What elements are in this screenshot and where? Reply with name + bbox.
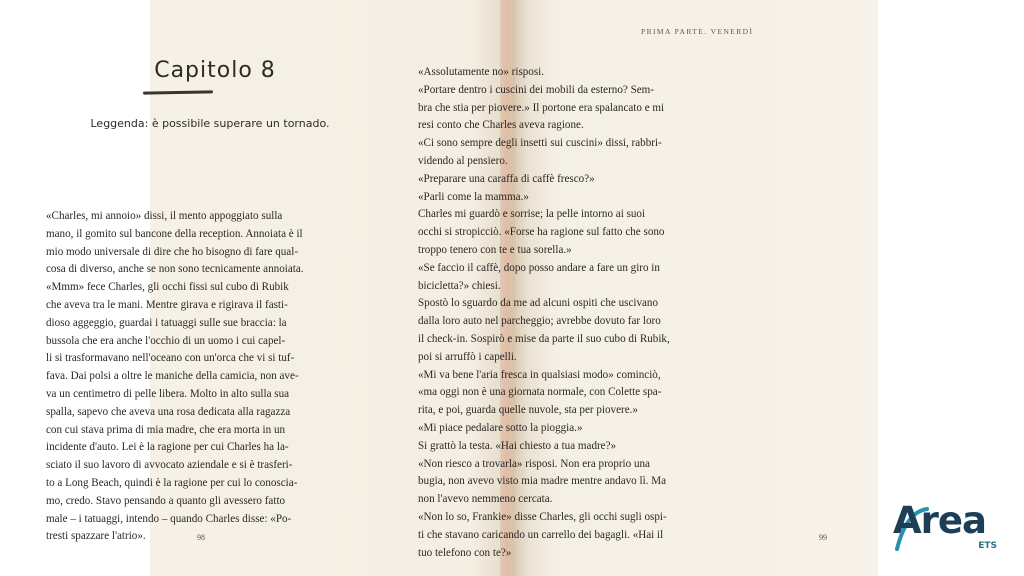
logo-subtext: ETS (978, 541, 997, 551)
left-page-number: 98 (197, 533, 205, 542)
area-ets-logo (893, 499, 1005, 555)
text-line: «Mmm» fece Charles, gli occhi fissi sul cubo di Rubik (46, 281, 289, 294)
text-line: spalla, sapevo che aveva una rosa dedicata alla ragazza (46, 405, 291, 418)
running-header: PRIMA PARTE. VENERDÌ (641, 27, 754, 36)
left-page-text (46, 208, 346, 546)
text-line: «Charles, mi annoio» dissi, il mento appoggiato sulla (46, 210, 283, 222)
text-line: con cui stava prima di mia madre, che era morta in un (46, 423, 286, 436)
text-line: mo, credo. Stavo pensando a quanto gli avessero fatto (46, 494, 286, 507)
right-page-text (418, 64, 718, 562)
text-line: «Parli come la mamma.» (418, 190, 529, 203)
text-line: resi conto che Charles aveva ragione. (418, 119, 584, 132)
text-line: male – i tatuaggi, intendo – quando Charles disse: «Po- (46, 512, 292, 525)
logo-text: Area (893, 499, 986, 542)
text-line: il check-in. Sospirò e mise da parte il suo cubo di Rubik, (418, 332, 670, 345)
text-line: Charles mi guardò e sorrise; la pelle intorno ai suoi (418, 208, 646, 221)
right-page-number: 99 (819, 533, 827, 542)
text-line: li si trasformavano nell'oceano con un'orca che vi si tuf- (46, 352, 295, 365)
text-line: va un centimetro di pelle libera. Molto in alto sulla sua (46, 387, 290, 400)
text-line: tresti spazzare l'atrio». (46, 530, 146, 543)
text-line: «Ci sono sempre degli insetti sui cuscini» dissi, rabbri- (418, 137, 662, 150)
text-line: occhi si stropicciò. «Forse ha ragione sul fatto che sono (418, 226, 665, 239)
text-line: mio modo universale di dire che ho bisogno di fare qual- (46, 245, 299, 258)
text-line: fava. Dai polsi a oltre le maniche della camicia, non ave- (46, 370, 299, 383)
text-line: incidente d'auto. Lei è la ragione per cui Charles ha la- (46, 441, 289, 454)
text-line: che aveva tra le mani. Mentre girava e rigirava il fasti- (46, 298, 288, 311)
text-line: non l'avevo nemmeno cercata. (418, 493, 553, 506)
text-line: «Mi va bene l'aria fresca in qualsiasi modo» cominciò, (418, 368, 661, 381)
text-line: to a Long Beach, quindi è la ragione per cui lo conoscia- (46, 476, 298, 489)
chapter-epigraph: Leggenda: è possibile superare un tornado. (90, 117, 330, 130)
text-line: ti che stavano caricando un carrello dei bagagli. «Hai il (418, 528, 664, 541)
text-line: «Se faccio il caffè, dopo posso andare a fare un giro in (418, 261, 660, 274)
chapter-title: Capitolo 8 (154, 58, 276, 83)
text-line: Si grattò la testa. «Hai chiesto a tua madre?» (418, 439, 617, 452)
text-line: tuo telefono con te?» (418, 546, 512, 559)
text-line: bra che stia per piovere.» Il portone era spalancato e mi (418, 101, 665, 114)
text-line: poi si arruffò i capelli. (418, 350, 517, 363)
text-line: mano, il gomito sul bancone della reception. Annoiata è il (46, 227, 303, 240)
text-line: «ma oggi non è una giornata normale, con Colette spa- (418, 386, 662, 399)
text-line: «Non riesco a trovarla» risposi. Non era proprio una (418, 457, 650, 470)
text-line: bugia, non avevo visto mia madre mentre andavo lì. Ma (418, 475, 667, 488)
text-line: dalla loro auto nel parcheggio; avrebbe dovuto far loro (418, 315, 661, 328)
text-line: sciato il suo lavoro di avvocato aziendale e si è trasferi- (46, 459, 293, 472)
text-line: bussola che era anche l'occhio di un uomo i cui capel- (46, 334, 286, 347)
text-line: Spostò lo sguardo da me ad alcuni ospiti che uscivano (418, 297, 659, 310)
text-line: dioso aggeggio, guardai i tatuaggi sulle sue braccia: la (46, 316, 287, 329)
text-line: «Portare dentro i cuscini dei mobili da esterno? Sem- (418, 83, 654, 96)
text-line: videndo al pensiero. (418, 154, 508, 167)
text-line: «Assolutamente no» risposi. (418, 66, 545, 78)
text-line: rita, e poi, guarda quelle nuvole, sta per piovere.» (418, 404, 638, 417)
text-line: bicicletta?» chiesi. (418, 279, 501, 292)
text-line: «Non lo so, Frankie» disse Charles, gli occhi sugli ospi- (418, 510, 667, 523)
text-line: «Mi piace pedalare sotto la pioggia.» (418, 421, 583, 434)
text-line: troppo tenero con te e tua sorella.» (418, 243, 572, 256)
text-line: cosa di diverso, anche se non sono tecnicamente annoiata. (46, 263, 304, 276)
text-line: «Preparare una caraffa di caffè fresco?» (418, 172, 595, 185)
